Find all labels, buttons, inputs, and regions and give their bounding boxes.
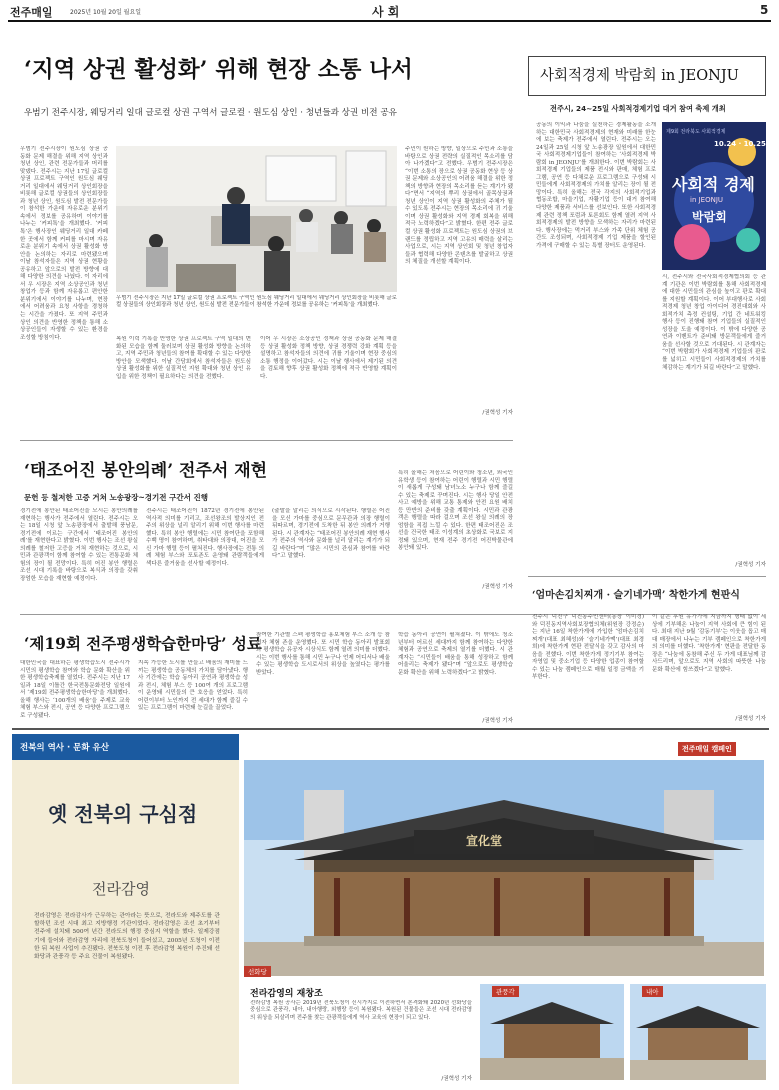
hanok-illustration [244,760,764,976]
main-col2a: 복원 이력 기록을 반영한 상권 프로젝트 구역 일대의 변화된 모습을 함께 둘러보며 상권 활성화 방향을 논의하고, 지역 주민과 청년들의 참여를 확대할 수 있는 다양한 방안을 모색했다. 이날 간담회에서 참석자들은 원도심 상권 활성화를 위한 실질적인 지원 확대와 청년 상인 유입을 위한 정책이 필요하다는 의견을 전했다. [116,336,251,380]
kimchi-col1: 전주시 덕진구 덕진동주민센터(동장 이미경)와 덕진동지역사회보장협의체(위원장 강정순)는 지난 16일 착한가게에 가입한 ‘엄마손김치찌개’(대표 최혜성)와 ‘슬기네가맥’(대표 최경희)에 착한가게 현판 전달식을 갖고 감사의 마음을 전했다. 이번 착한가게 정기기부 참여는 자영업 및 중소기업 등 다양한 업종이 참여할 수 있는 나눔 캠페인으로 매월 일정 금액을 기부한다. [532,614,644,681]
reborn-body: 전라감영 복원 공사는 2019년 전북도청이 신시가지로 이전하면서 본격화돼 2020년 선화당을 중심으로 관풍각, 내아, 내아행랑, 외행랑 등이 복원됐다. 복원된 건물들은 조선 시대 전라감영의 위상을 되살리며 전주를 찾는 관광객들에게 역사 교육의 현장이 되고 있다. [250,1000,472,1021]
heritage-name: 전라감영 [92,880,150,898]
section-title: 사 회 [372,5,400,19]
poster-small: 박람회 [692,210,727,224]
taejo-col1: 경기전에 봉안된 태조어진을 모시는 봉안의례를 재현하는 행사가 전주에서 열린다. 전주시는 오는 18일 시청 앞 노송광장에서 출발해 풍남문, 경기전에 이르는 구간에서 ‘태조어진 봉안의례’를 재현한다고 밝혔다. 이번 행사는 조선 왕실 의례를 철저한 고증을 거쳐 재현하는 것으로, 시민과 관광객이 함께 참여할 수 있는 전통문화 체험의 장이 될 전망이다. 특히 어진 봉안 행렬은 조선 시대 기록을 바탕으로 복식과 의장을 갖춰 장엄한 모습을 재현할 예정이다. [20,508,138,582]
taejo-col3: (출발을 알리는 의식으로 시작된다. 행렬은 어진을 모신 가마를 중심으로 문무관과 의장 행렬이 뒤따르며, 경기전에 도착한 뒤 봉안 의례가 거행된다. 시 관계자는 “태조어진 봉안의례 재현 행사가 전주의 역사와 문화를 널리 알리는 계기가 되길 바란다”며 “많은 시민의 관심과 참여를 바란다”고 말했다. [272,508,390,560]
expo-col1: 공동의 이익과 나눔을 실천하는 경제활동을 소개하는 대한민국 사회적경제의 현재와 미래를 한눈에 보는 축제가 전주에서 열린다. 전주시는 오는 24일과 25일 시청 앞 노송광장 일원에서 대한민국 사회적경제기업들이 참여하는 ‘사회적경제 박람회 in JEONJU’를 개최한다. 이번 박람회는 사회적경제 기업들의 제품 전시와 판매, 체험 프로그램, 공연 등 다채로운 프로그램으로 구성돼 시민들에게 사회적경제의 가치를 알리는 장이 될 전망이다. 특히 올해는 전국 각지의 사회적기업과 협동조합, 마을기업, 자활기업 등이 대거 참여해 다양한 제품과 서비스를 선보인다. 또한 사회적경제 관련 정책 포럼과 토론회도 함께 열려 지역 사회적경제의 발전 방향을 모색하는 자리가 마련된다. 행사장에는 먹거리 부스와 가족 단위 체험 공간도 조성되며, 사회적경제 기업 제품을 할인된 가격에 구매할 수 있는 특별 장터도 운영된다. [536,122,656,249]
naea-label: 내아 [642,986,663,997]
sunhwa-label: 선화당 [244,966,271,977]
kimchi-col2: 이 같은 후원 유가가에 지금까지 형태 없이 세상에 기부해온 나눔이 지역 사회에 큰 힘이 된다. 최대 지난 9월 ‘감동기부’는 이웃을 돕고 매 대 매장에서 나누는 기부 캠페인으로 착한가게의 의미를 더했다. ‘착한가게’ 현판을 전달한 동장은 “나눔에 동참해 주신 두 가게 대표님께 감사드리며, 앞으로도 지역 사회의 따뜻한 나눔 문화 확산에 힘쓰겠다”고 말했다. [652,614,766,673]
main-byline: /권혁성 기자 [482,410,513,416]
divider [20,440,513,441]
heritage-label: 전북의 역사 · 문화 유산 [20,743,109,753]
expo-subheadline: 전주시, 24~25일 사회적경제기업 대거 참여 축제 개최 [550,104,726,113]
main-headline: ‘지역 상권 활성화’ 위해 현장 소통 나서 [24,57,413,83]
mid-byline: /권혁성 기자 [482,584,513,590]
naea-illustration [630,984,766,1080]
poster-title: 사회적 경제 [672,175,755,194]
poster-tag: 제9회 전라북도 사회적경제 [666,129,726,135]
issue-date: 2025년 10월 20일 월요일 [70,9,142,16]
main-col3: 주민이 원하는 방향, 일상으로 주민과 소통을 바탕으로 상권 전략의 실질적인 목소리를 담아 나가겠다”고 전했다. 우범기 전주시장은 “이번 소통의 장으로 상권 공동화 현상 등 상권 문제와 소상공인의 어려움 해결을 위한 정책의 방향과 현장의 목소리를 듣는 계기가 됐다”면서 “지역의 뿌리 상권에서 골목상권과 청년 상인이 지역 상권 활성화의 주체가 될 수 있도록 전주시는 현장의 목소리에 귀 기울이며 상권 활성화와 지역 경제 회복을 위해 적극 노력하겠다”고 밝혔다. 한편 전주 글로컬 상권 활성화 프로젝트는 원도심 상권의 브랜드를 정립하고 지역 고유의 매력을 살리는 사업으로, 시는 지역 상인회 및 청년 창업자들과 협력해 다양한 콘텐츠를 발굴하고 상권의 체질을 개선할 계획이다. [405,146,513,266]
expo-poster [662,122,766,270]
learning-headline: ‘제19회 전주평생학습한마당’ 성료 [24,634,262,653]
learning-col3: 참여한 기관별 스펙 평생학습 홍보체험 부스 소개 등 참여자 체험 존을 운영했다. 또 시민 학습 동아리 발표회와 평생학습 유공자 시상식도 함께 열려 의미를 더했다. 시는 이번 행사를 통해 시민 누구나 언제 어디서나 배울 수 있는 평생학습 도시로서의 위상을 높였다는 평가를 받았다. [256,632,390,676]
taejo-headline: ‘태조어진 봉안의례’ 전주서 재현 [24,461,268,481]
learning-byline: /권혁성 기자 [482,718,513,724]
main-col2b: 이어 우 시장은 소상공인 정책과 상권 공동화 문제 해결 등 상권 활성화 정책 방향, 상권 경쟁력 강화 계획 등을 설명하고 참석자들의 의견에 귀를 기울이며 현장 중심의 소통 행정을 이어갔다. 시는 이날 행사에서 제기된 의견을 검토해 향후 상권 활성화 정책에 적극 반영할 계획이다. [260,336,397,380]
gwanpung-illustration [480,984,624,1080]
campaign-badge: 전주매일 캠페인 [678,742,736,756]
poster-date: 10.24 · 10.25 [714,140,766,148]
header-rule [8,20,771,22]
heritage-left-panel [12,734,239,1084]
heritage-headline: 옛 전북의 구심점 [48,802,198,826]
reborn-headline: 전라감영의 재창조 [250,989,323,999]
kimchi-headline: ‘엄마손김치찌개 · 슬기네가맥’ 착한가게 현판식 [532,590,740,601]
gwanpung-photo [480,984,624,1080]
expo-headline: 사회적경제 박람회 in JEONJU [540,68,739,84]
main-photo [116,146,397,292]
taejo-col2: 전주시는 태조어진이 1872년 경기전에 봉안된 역사적 의미를 기리고, 조선왕조의 발상지인 전주의 위상을 널리 알리기 위해 이번 행사를 마련했다. 특히 봉안 행렬에는 시민 참여단을 포함해 수백 명이 참여하며, 취타대와 의장대, 어진을 모신 가마 행렬 등이 펼쳐진다. 행사장에는 전통 의례 체험 부스와 포토존도 운영돼 관람객들에게 색다른 즐거움을 선사할 예정이다. [146,508,264,567]
learning-col2: 지속 가능한 도시를 만들고 배움의 재미를 느끼는 평생학습 공동체의 가치를 담아냈다. 행사 기간에는 학습 동아리 공연과 평생학습 성과 전시, 체험 부스 등 100여 개의 프로그램이 운영돼 시민들의 큰 호응을 얻었다. 특히 어린이부터 노인까지 전 세대가 함께 즐길 수 있는 프로그램이 마련돼 눈길을 끌었다. [138,660,248,712]
poster-sub: in JEONJU [690,196,724,204]
divider [20,614,760,615]
main-photo-caption: 우범기 전주시장은 지난 17일 글로컬 상권 프로젝트 구역인 원도심 웨딩거리 일대에서 웨딩거리 상인회장을 비롯해 글로컬 상권들의 상인회장과 청년 상인, 원도심 발전 전문가들이 참석한 가운데 정보를 공유하는 ‘커피톡’을 개최했다. [116,295,397,308]
kimchi-byline: /권혁성 기자 [735,716,766,722]
page-number: 5 [760,3,769,17]
paper-name: 전주매일 [10,6,53,19]
heritage-byline: /권혁성 기자 [441,1076,472,1082]
heritage-top-rule [12,728,769,730]
heritage-photo [244,760,764,976]
main-subheadline: 우범기 전주시장, 웨딩거리 일대 글로컬 상권 구역서 글로컬 · 원도심 상인 · 청년들과 상권 비전 공유 [24,108,397,118]
mid-col: 특히 올해는 처음으로 어린이와 청소년, 외국인 유학생 등이 참여하는 어린이 행렬과 시민 행렬이 새롭게 구성돼 남녀노소 누구나 함께 즐길 수 있는 축제로 꾸며진다. 시는 행사 당일 안전사고 예방을 위해 교통 통제와 안전 요원 배치 등 만반의 준비를 갖출 계획이다. 시민과 관광객은 행렬을 따라 걸으며 조선 왕실 의례의 장엄함을 직접 느낄 수 있다. 한편 태조어진은 조선을 건국한 태조 이성계의 초상화로 국보로 지정돼 있으며, 현재 전주 경기전 어진박물관에 봉안돼 있다. [398,470,513,552]
hanok-signboard: 宣化堂 [466,834,503,848]
gwanpung-label: 관풍각 [492,986,519,997]
expo-col2: 시, 전주시와 전국사회적경제협의회 등 관계 기관은 이번 박람회를 통해 사회적경제에 대한 시민들의 관심을 높이고 판로 확대를 지원할 계획이다. 이어 부대행사로 사회적경제 청년 창업 아이디어 경진대회와 사회적가치 측정 컨설팅, 기업 간 네트워킹 행사 등이 진행돼 참여 기업들의 실질적인 성장을 도울 예정이다. 이 밖에 다양한 공연과 이벤트가 준비돼 방문객들에게 즐거움을 선사할 것으로 기대된다. 시 관계자는 “이번 박람회가 사회적경제 기업들의 판로를 넓히고 시민들이 사회적경제의 가치를 체감하는 계기가 되길 바란다”고 말했다. [662,274,766,371]
meeting-photo-illustration [116,146,397,292]
learning-col1: 대한민국을 대표하는 평생학습도시 전주시가 시민의 평생학습 참여와 학습 문화 확산을 위한 평생학습축제를 열었다. 전주시는 지난 17일과 18일 이틀간 한국전통문화전당 일원에서 ‘제19회 전주평생학습한마당’을 개최했다. 올해 행사는 ‘100개의 배움’을 주제로 교육 체험 부스와 전시, 공연 등 다양한 프로그램으로 구성됐다. [20,660,130,719]
learning-col4: 학습 동아리 공연이 펼쳐졌다. 이 밖에도 청소년부터 어르신 세대까지 함께 참여하는 다양한 체험과 공연으로 축제의 열기를 더했다. 시 관계자는 “시민들이 배움을 통해 성장하고 함께 어울리는 축제가 됐다”며 “앞으로도 평생학습 문화 확산을 위해 노력하겠다”고 밝혔다. [398,632,513,676]
heritage-body: 전라감영은 전라감사가 근무하는 관아라는 뜻으로, 전라도와 제주도를 관할하던 조선 시대 최고 지방행정 기관이었다. 전라감영은 조선 초기부터 전주에 설치돼 500여 년간 전라도의 행정 중심지 역할을 했다. 일제강점기에 들어와 전라감영 자리에 전북도청이 들어섰고, 2005년 도청이 이전한 뒤 복원 사업이 추진됐다. 전북도청 이전 후 전라감영 복원이 추진돼 선화당과 관풍각 등 주요 건물이 복원됐다. [34,913,220,961]
taejo-subheadline: 문헌 등 철저한 고증 거쳐 노송광장~경기전 구간서 진행 [24,493,208,502]
main-col1: 우범기 전주시장이 원도심 상권 공동화 문제 해결을 위해 지역 상인과 청년 상인, 관련 전문가들과 머리를 맞댔다. 전주시는 지난 17일 글로컬 상권 프로젝트 구역인 원도심 웨딩거리 일대에서 웨딩거리 상인회장을 비롯해 글로컬 상권들의 상인회장들과 청년 상인, 원도심 발전 전문가들이 참석한 가운데 자유로운 분위기 속에서 정보를 공유하며 이야기를 나누는 ‘커피톡’을 개최했다. ‘커피톡’은 행사장인 웨딩거리 일대 카페 한 곳에서 함께 커피를 마시며 자유로운 분위기 속에서 상권 활성화 방안을 논의하는 자리로 마련됐으며 이날 참석자들은 지역 상권 현황을 공유하고 앞으로의 발전 방향에 대해 다양한 의견을 나눴다. 이 자리에서 우 시장은 지역 소상공인과 청년 창업가 등과 함께 자유롭고 편안한 분위기에서 이야기를 나누며, 현장에서 어려움과 요청 사항을 경청하는 시간을 가졌다. 또 지역 주민과 상인 의견을 반영한 정책을 통해 소상공인들이 자생할 수 있는 환경을 조성할 방침이다. [20,146,108,341]
divider [528,576,766,577]
expo-byline: /권혁성 기자 [735,562,766,568]
naea-photo [630,984,766,1080]
